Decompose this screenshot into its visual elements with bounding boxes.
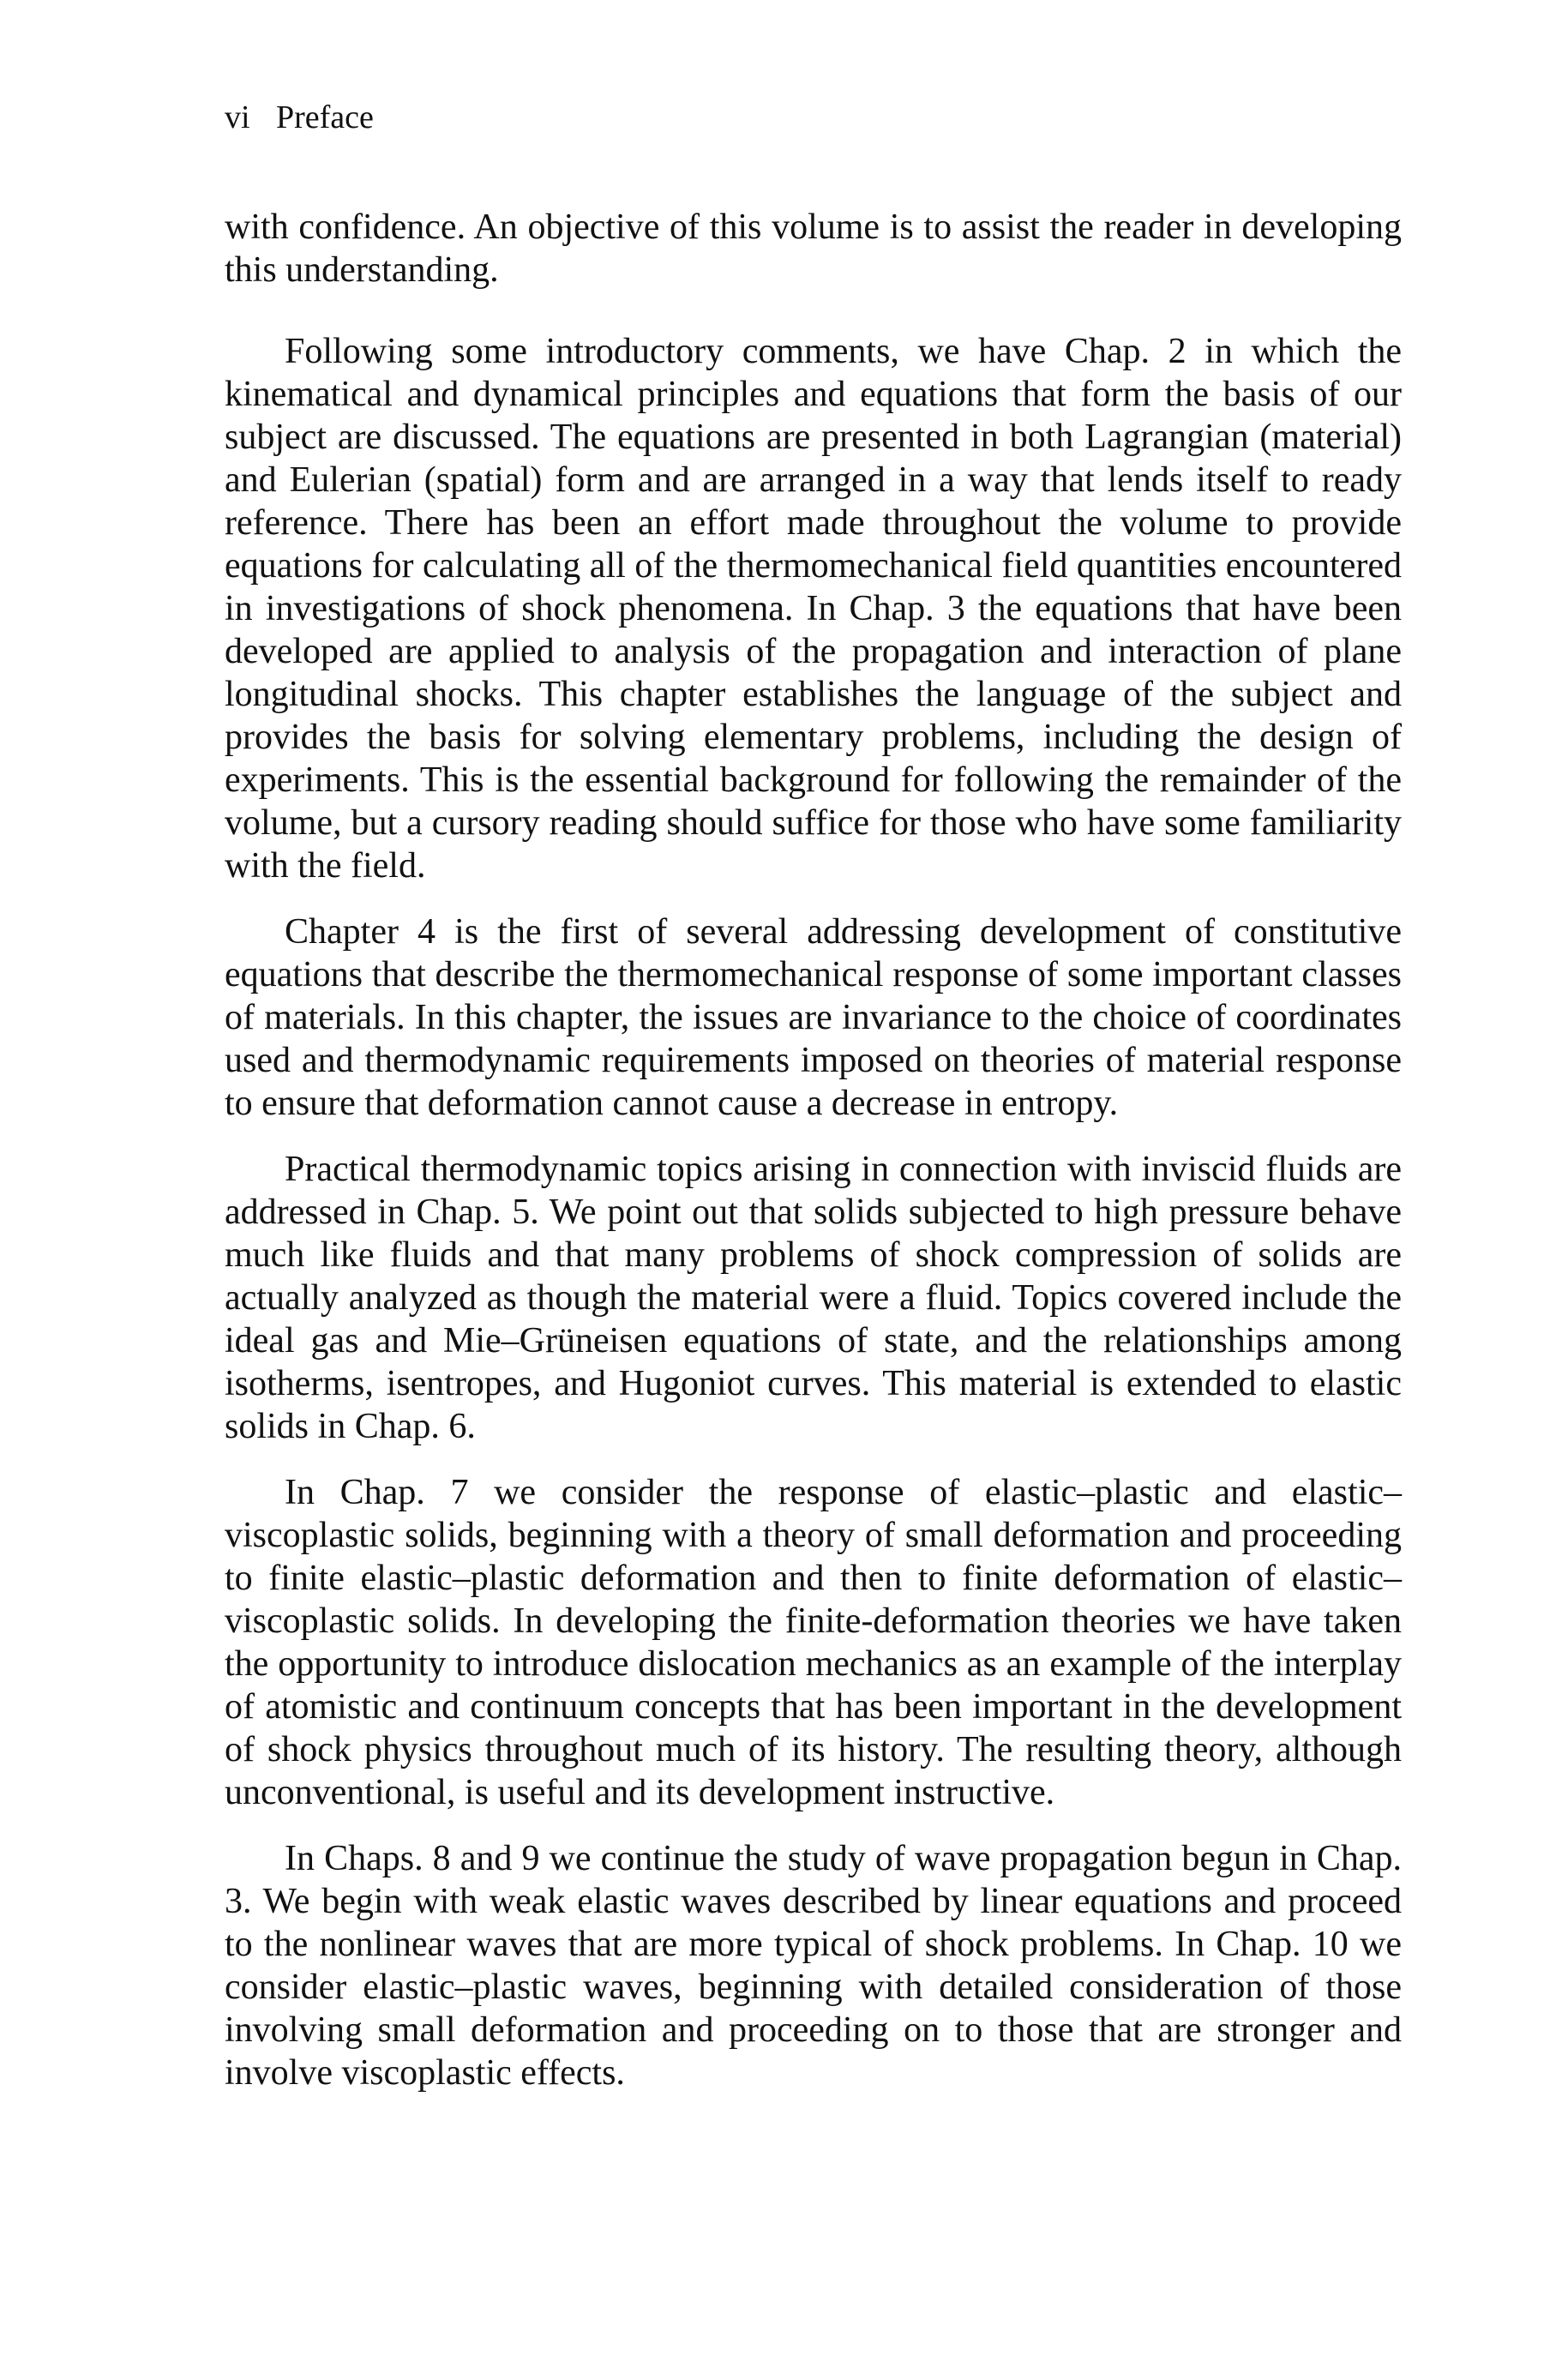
page-number: vi (225, 99, 250, 135)
paragraph-chapters-5-6: Practical thermodynamic topics arising in connection with inviscid fluids are addressed in Chap. 5. We point out that solids subjected to high pressure behave much like fluids and that many problems of shock compression of solids are actually analyzed as though the material were a fluid. Topics covered include the ideal gas and Mie–Grüneisen equations of state, and the relationships among isotherms, isentropes, and Hugoniot curves. This material is extended to elastic solids in Chap. 6. (225, 1150, 1402, 1446)
body-text (225, 206, 1402, 2118)
paragraph-chapter-4: Chapter 4 is the first of several addressing development of constitutive equations that describe the thermomechanical response of some important classes of materials. In this chapter, the issues are invariance to the choice of coordinates used and thermodynamic requirements imposed on theories of material response to ensure that deformation cannot cause a decrease in entropy. (225, 912, 1402, 1123)
running-head (225, 101, 374, 134)
paragraph-chapters-8-10: In Chaps. 8 and 9 we continue the study of wave propagation begun in Chap. 3. We begin with weak elastic waves described by linear equations and proceed to the nonlinear waves that are more typical of shock problems. In Chap. 10 we consider elastic–plastic waves, beginning with detailed consideration of those involving small deformation and proceeding on to those that are stronger and involve viscoplastic effects. (225, 1839, 1402, 2093)
paragraph-chapters-2-3: Following some introductory comments, we have Chap. 2 in which the kinematical and dynamical principles and equations that form the basis of our subject are discussed. The equations are presented in both Lagrangian (material) and Eulerian (spatial) form and are arranged in a way that lends itself to ready reference. There has been an effort made throughout the volume to provide equations for calculating all of the thermomechanical field quantities encountered in investigations of shock phenomena. In Chap. 3 the equations that have been developed are applied to analysis of the propagation and interaction of plane longitudinal shocks. This chapter establishes the language of the subject and provides the basis for solving elementary problems, including the design of experiments. This is the essential background for following the remainder of the volume, but a cursory reading should suffice for those who have some familiarity with the field. (225, 332, 1402, 886)
section-title: Preface (276, 99, 374, 135)
paragraph-continuation: with confidence. An objective of this volume is to assist the reader in developing this understanding. (225, 207, 1402, 290)
paragraph-chapter-7: In Chap. 7 we consider the response of elastic–plastic and elastic– viscoplastic solids, beginning with a theory of small deformation and proceeding to finite elastic–plastic deformation and then to finite deformation of elastic– viscoplastic solids. In developing the finite-deformation theories we have taken the opportunity to introduce dislocation mechanics as an example of the interplay of atomistic and continuum concepts that has been important in the development of shock physics throughout much of its history. The resulting theory, although unconventional, is useful and its development instructive. (225, 1473, 1402, 1812)
